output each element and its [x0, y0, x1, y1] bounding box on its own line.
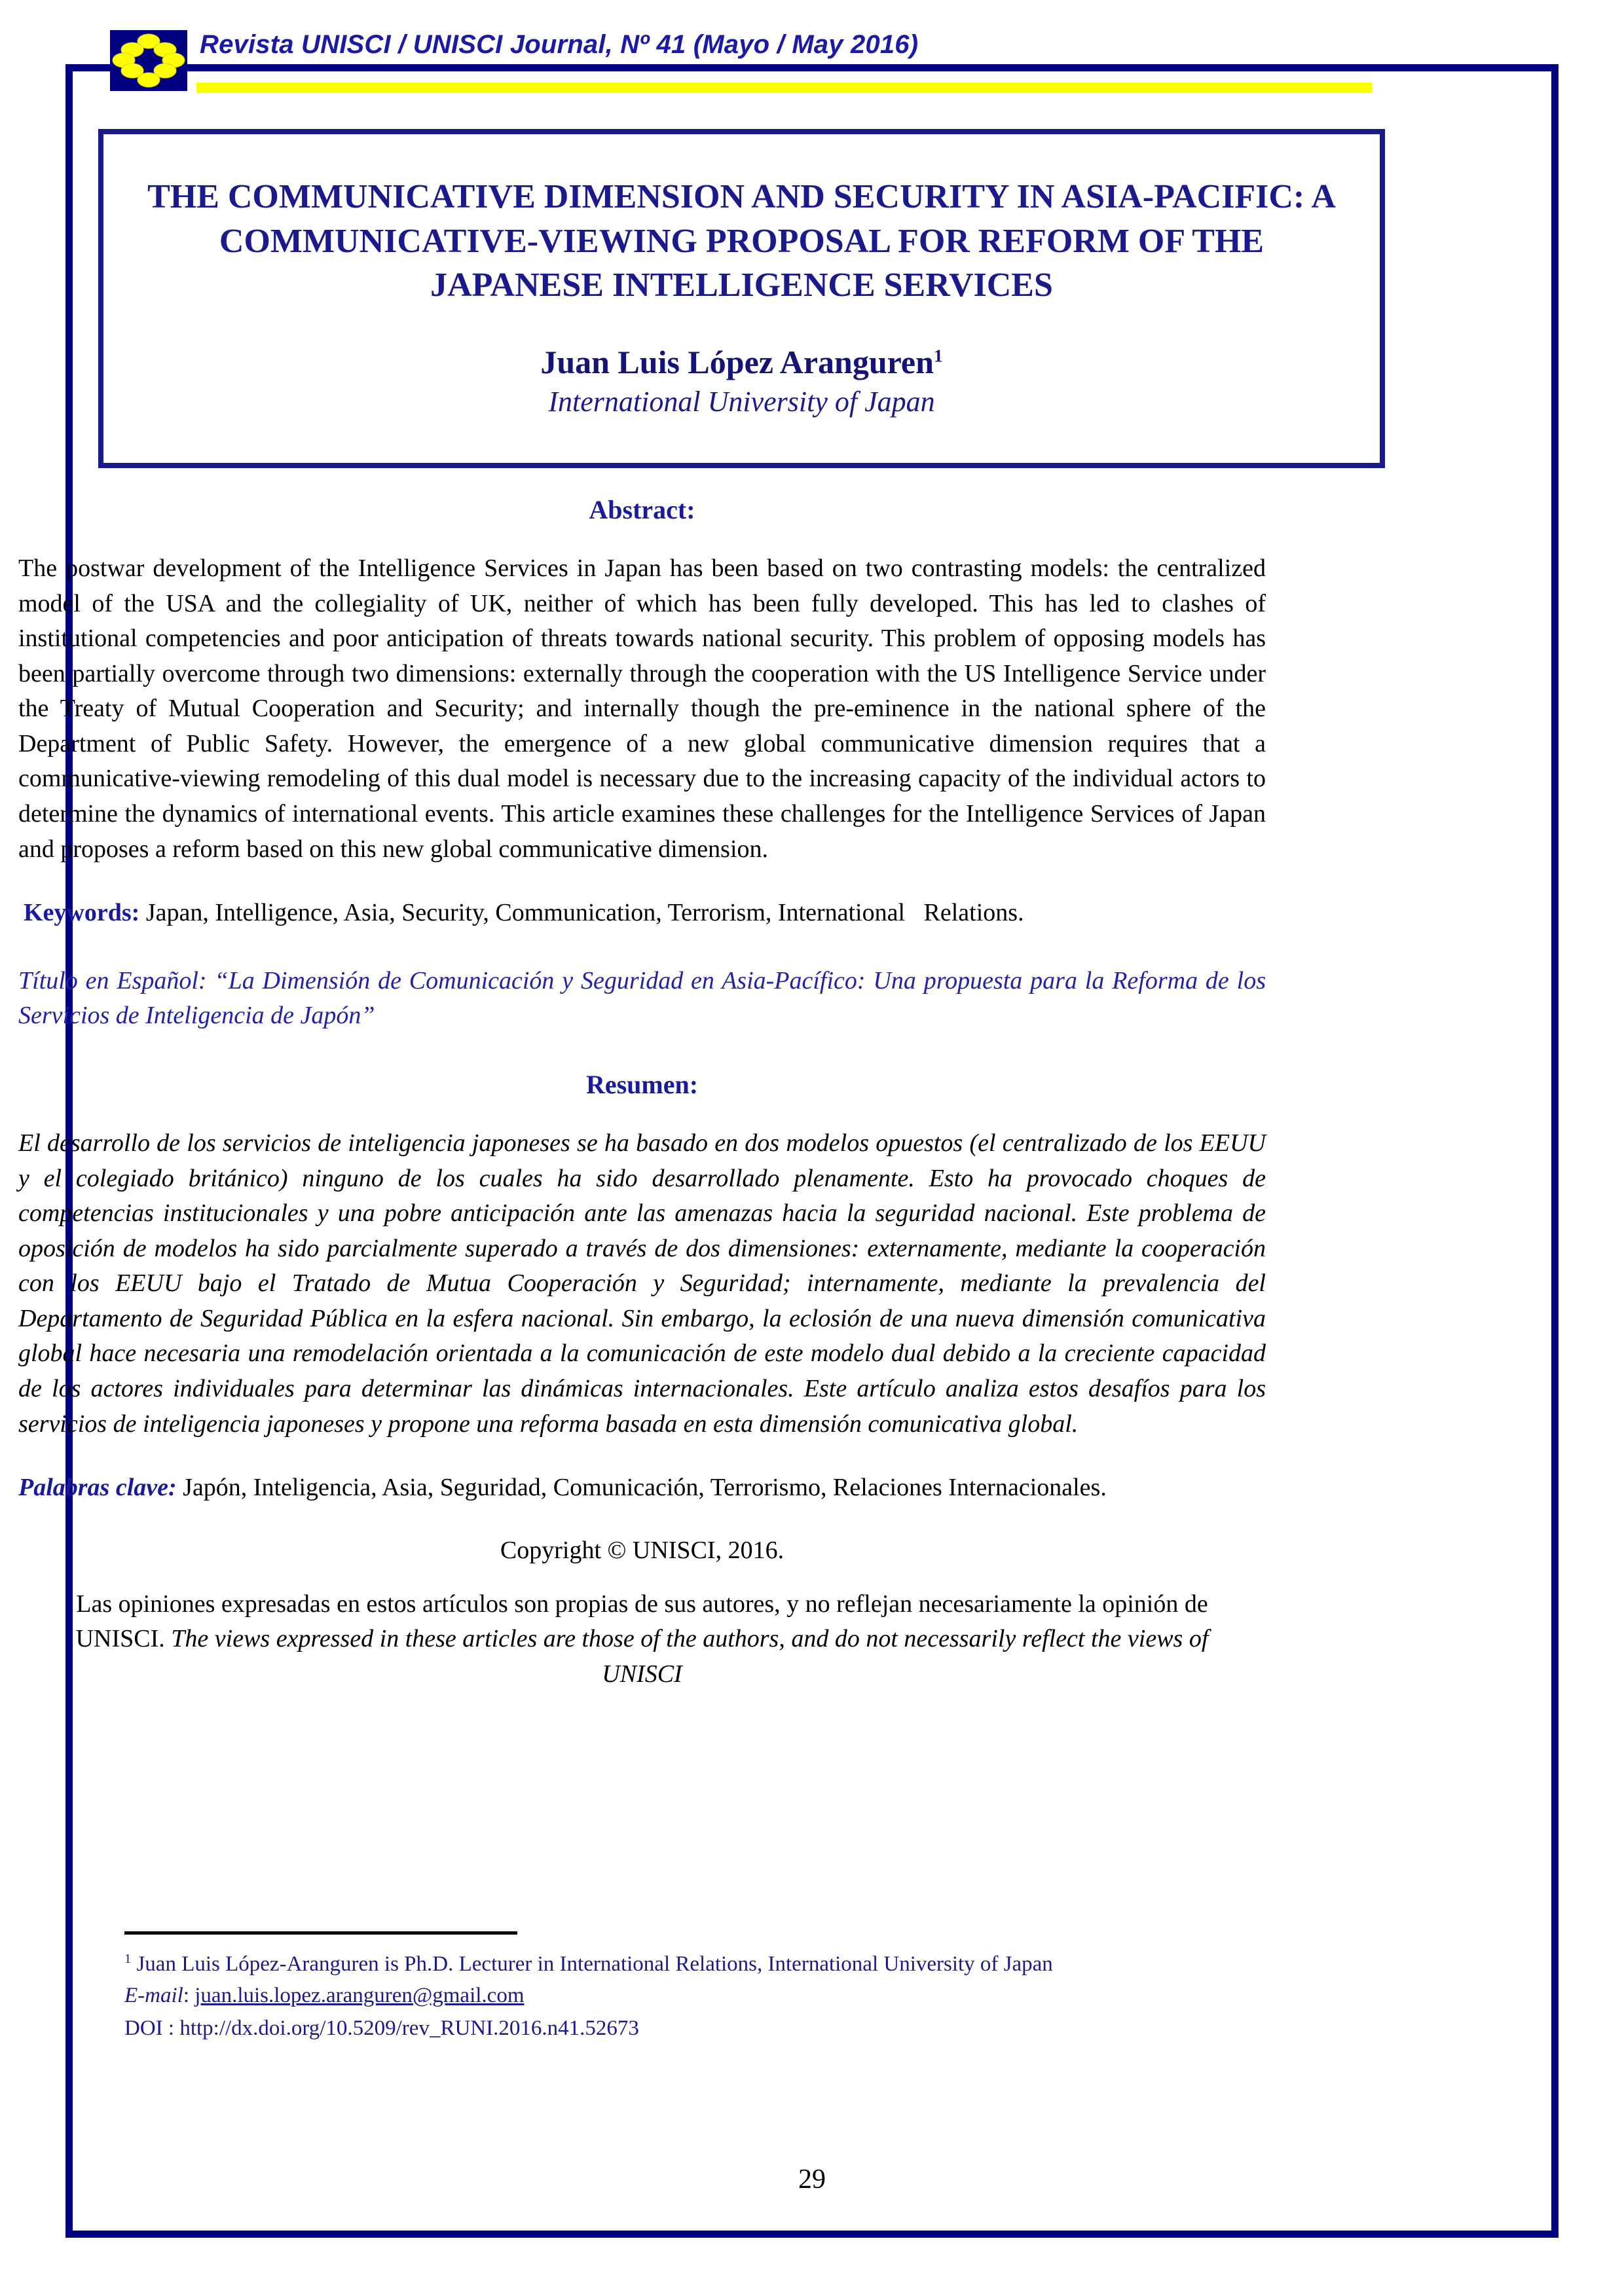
- spanish-title: Título en Español: “La Dimensión de Comunicación y Seguridad en Asia-Pacífico: Una propuesta para la Reforma de los Servicios de Inteligencia de Japón”: [18, 966, 1266, 1030]
- footnote-text: [124, 1949, 1401, 2045]
- abstract-body: The postwar development of the Intelligence Services in Japan has been based on two contrasting models: the centralized model of the USA and the collegiality of UK, neither of which has been fully developed. This has led to clashes of institutional competencies and poor anticipation of threats towards national security. This problem of opposing models has been partially overcome through two dimensions: externally through the cooperation with the US Intelligence Service under the Treaty of Mutual Cooperation and Security; and internally though the pre-eminence in the national sphere of the Department of Public Safety. However, the emergence of a new global communicative dimension requires that a communicative-viewing remodeling of this dual model is necessary due to the increasing capacity of the individual actors to determine the dynamics of international events. This article examines these challenges for the Intelligence Services of Japan and proposes a reform based on this new global communicative dimension.: [18, 555, 1266, 863]
- keywords-value-part2: Relations.: [923, 899, 1024, 927]
- author-affiliation: International University of Japan: [548, 385, 935, 418]
- disclaimer-block: [18, 1587, 1266, 1692]
- email-separator: :: [183, 1983, 195, 2007]
- disclaimer-spanish: Las opiniones expresadas en estos artículos son propias de sus autores, y no reflejan necesariamente la opinión de UNISCI.: [75, 1590, 1208, 1653]
- author-name-text: Juan Luis López Aranguren: [540, 343, 934, 380]
- palabras-clave-line: [18, 1470, 1266, 1506]
- masthead-yellow-rule: [196, 82, 1372, 93]
- unisci-logo: [110, 30, 187, 91]
- footnote-doi-line[interactable]: DOI : http://dx.doi.org/10.5209/rev_RUNI.2016.n41.52673: [124, 2016, 639, 2040]
- keywords-value-part1: Japan, Intelligence, Asia, Security, Communication, Terrorism, International: [145, 899, 906, 927]
- footnote-separator-rule: [124, 1931, 517, 1935]
- main-content: [18, 494, 1266, 1692]
- keywords-label: Keywords:: [24, 899, 140, 927]
- page-title: THE COMMUNICATIVE DIMENSION AND SECURITY IN ASIA-PACIFIC: A COMMUNICATIVE-VIEWING PROPOSAL FOR REFORM OF THE JAPANESE INTELLIGENCE SERVICES: [147, 178, 1336, 304]
- footnote-marker: 1: [124, 1952, 132, 1966]
- title-box: [98, 129, 1385, 468]
- resumen-body: El desarrollo de los servicios de inteligencia japoneses se ha basado en dos modelos opuestos (el centralizado de los EEUU y el colegiado británico) ninguno de los cuales ha sido desarrollado plenamente. Esto ha provocado choques de competencias institucionales y una pobre anticipación ante las amenazas hacia la seguridad nacional. Este problema de oposición de modelos ha sido parcialmente superado a través de dos dimensiones: externamente, mediante la cooperación con los EEUU bajo el Tratado de Mutua Cooperación y Seguridad; internamente, mediante la prevalencia del Departamento de Seguridad Pública en la esfera nacional. Sin embargo, la eclosión de una nueva dimensión comunicativa global hace necesaria una remodelación orientada a la comunicación de este modelo dual debido a la creciente capacidad de los actores individuales para determinar las dinámicas internacionales. Este artículo analiza estos desafíos para los servicios de inteligencia japoneses y propone una reforma basada en esta dimensión comunicativa global.: [18, 1129, 1266, 1438]
- page-number: 29: [798, 2164, 826, 2195]
- keywords-spacer: [905, 899, 924, 926]
- keywords-line: [18, 896, 1266, 931]
- footnote-bio: Juan Luis López-Aranguren is Ph.D. Lecturer in International Relations, International University of Japan: [136, 1952, 1053, 1976]
- footnote-bio-line: [124, 1949, 1401, 1980]
- footnote-email-line: [124, 1980, 1401, 2012]
- disclaimer-english: The views expressed in these articles are those of the authors, and do not necessarily reflect the views of UNISCI: [171, 1625, 1209, 1688]
- author-name: [103, 343, 1380, 381]
- masthead-title: Revista UNISCI / UNISCI Journal, Nº 41 (Mayo / May 2016): [200, 30, 919, 59]
- journal-masthead: [0, 18, 1624, 110]
- email-label: E-mail: [124, 1983, 183, 2007]
- palabras-clave-label: Palabras clave:: [18, 1474, 177, 1502]
- copyright-line: Copyright © UNISCI, 2016.: [500, 1536, 784, 1564]
- footnote-area: [124, 1931, 1401, 2045]
- author-footnote-marker: 1: [933, 345, 943, 366]
- palabras-clave-value: Japón, Inteligencia, Asia, Seguridad, Comunicación, Terrorismo, Relaciones Internacionales.: [183, 1474, 1107, 1502]
- email-link[interactable]: juan.luis.lopez.aranguren@gmail.com: [194, 1983, 525, 2007]
- resumen-heading: Resumen:: [585, 1069, 699, 1099]
- abstract-heading: Abstract:: [589, 495, 695, 524]
